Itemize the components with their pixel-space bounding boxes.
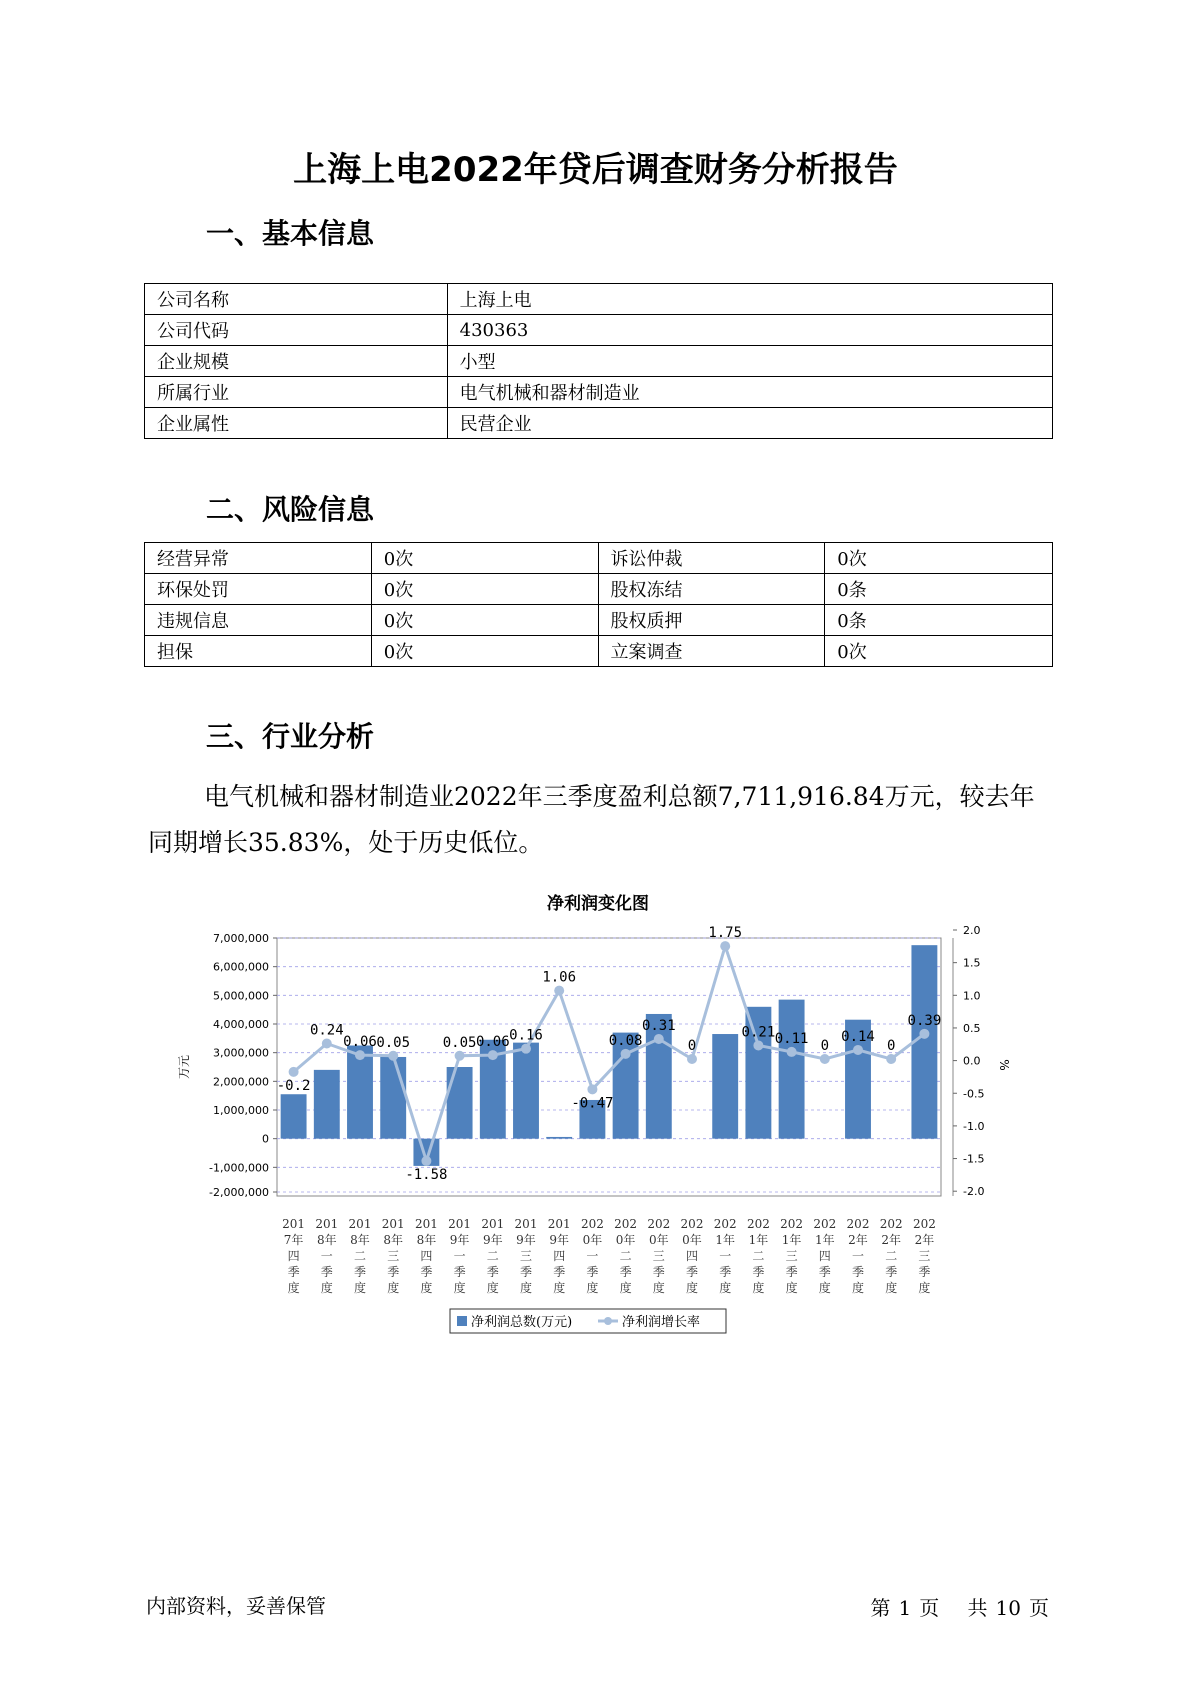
- growth-point: [554, 986, 564, 996]
- x-tick-label: 0年: [615, 1233, 636, 1247]
- x-tick-label: 度: [885, 1281, 898, 1295]
- growth-data-label: 0.11: [774, 1030, 809, 1047]
- risk-info-row: [145, 636, 1053, 667]
- x-tick-label: 度: [785, 1281, 798, 1295]
- x-tick-label: 8年: [416, 1233, 437, 1247]
- x-tick-label: 2年: [914, 1233, 935, 1247]
- x-tick-label: 三: [652, 1249, 665, 1263]
- legend-bar-label: 净利润总数(万元): [471, 1315, 573, 1330]
- x-tick-label: 1年: [781, 1233, 802, 1247]
- basic-info-value: 430363: [447, 315, 1052, 346]
- x-tick-label: 四: [553, 1249, 566, 1263]
- x-tick-label: 0年: [648, 1233, 669, 1247]
- x-tick-label: 8年: [350, 1233, 370, 1247]
- x-tick-label: 201: [348, 1217, 372, 1231]
- y-left-axis-label: 万元: [177, 1054, 191, 1080]
- growth-point: [355, 1050, 365, 1060]
- x-tick-label: 三: [387, 1249, 400, 1263]
- y-left-tick-label: 7,000,000: [213, 932, 269, 945]
- net-profit-chart: [168, 885, 1018, 1345]
- x-tick-label: 202: [680, 1217, 704, 1231]
- x-tick-label: 一: [851, 1249, 865, 1263]
- y-right-tick-label: 0.0: [963, 1054, 981, 1068]
- x-tick-label: 四: [287, 1249, 300, 1263]
- x-tick-label: 201: [381, 1217, 405, 1231]
- risk-info-label: 违规信息: [145, 605, 372, 636]
- x-tick-label: 季: [586, 1265, 599, 1279]
- growth-data-label: 0.06: [475, 1034, 510, 1051]
- basic-info-row: [145, 377, 1053, 408]
- growth-point: [388, 1051, 398, 1061]
- x-tick-label: 202: [614, 1217, 638, 1231]
- basic-info-row: [145, 408, 1053, 439]
- growth-point: [322, 1039, 332, 1049]
- risk-info-table: [144, 542, 1053, 667]
- section-heading-risk: 二、风险信息: [206, 493, 375, 526]
- risk-info-label: 经营异常: [145, 543, 372, 574]
- risk-info-label: 股权冻结: [598, 574, 825, 605]
- x-tick-label: 8年: [316, 1233, 337, 1247]
- x-tick-label: 202: [647, 1217, 671, 1231]
- x-tick-label: 度: [453, 1281, 466, 1295]
- x-tick-label: 201: [547, 1217, 571, 1231]
- bar: [513, 1043, 539, 1139]
- basic-info-label: 公司名称: [145, 284, 448, 315]
- x-tick-label: 202: [713, 1217, 737, 1231]
- basic-info-row: [145, 284, 1053, 315]
- x-tick-label: 季: [652, 1265, 665, 1279]
- growth-point: [787, 1047, 797, 1057]
- growth-point: [853, 1045, 863, 1055]
- growth-data-label: 0.05: [376, 1034, 411, 1051]
- basic-info-value: 电气机械和器材制造业: [447, 377, 1052, 408]
- y-left-tick-label: 0: [262, 1132, 269, 1146]
- growth-point: [753, 1040, 763, 1050]
- bar: [281, 1094, 307, 1138]
- x-tick-label: 度: [851, 1281, 865, 1295]
- risk-info-value: 0次: [371, 636, 598, 667]
- growth-data-label: 1.75: [708, 925, 743, 942]
- y-left-tick-label: -1,000,000: [209, 1161, 269, 1175]
- plot-frame: [277, 938, 941, 1196]
- legend-bar-swatch: [457, 1316, 467, 1326]
- basic-info-label: 所属行业: [145, 377, 448, 408]
- footer-confidential: 内部资料，妥善保管: [146, 1594, 326, 1618]
- x-tick-label: 二: [885, 1249, 898, 1263]
- x-tick-label: 三: [918, 1249, 931, 1263]
- x-tick-label: 度: [519, 1281, 533, 1295]
- x-tick-label: 202: [813, 1217, 837, 1231]
- growth-data-label: 0: [886, 1038, 896, 1054]
- x-tick-label: 一: [320, 1249, 333, 1263]
- report-title: 上海上电2022年贷后调查财务分析报告: [293, 150, 898, 190]
- x-tick-label: 1年: [715, 1233, 736, 1247]
- section-heading-industry: 三、行业分析: [206, 720, 375, 753]
- bar: [546, 1137, 572, 1139]
- x-tick-label: 1年: [748, 1233, 769, 1247]
- growth-data-label: -1.58: [405, 1166, 448, 1183]
- x-tick-label: 度: [287, 1281, 300, 1295]
- x-tick-label: 度: [619, 1281, 632, 1295]
- y-left-tick-label: 5,000,000: [213, 989, 269, 1003]
- industry-paragraph: 电气机械和器材制造业2022年三季度盈利总额7,711,916.84万元，较去年同期增长35.83%，处于历史低位。: [148, 782, 1035, 857]
- growth-data-label: 0: [687, 1038, 697, 1054]
- x-tick-label: 三: [519, 1249, 533, 1263]
- x-tick-label: 二: [486, 1249, 499, 1263]
- x-tick-label: 一: [453, 1249, 466, 1263]
- x-tick-label: 季: [752, 1265, 765, 1279]
- growth-point: [820, 1054, 830, 1064]
- x-tick-label: 季: [719, 1265, 732, 1279]
- y-right-tick-label: -1.0: [963, 1119, 985, 1133]
- y-left-tick-label: 2,000,000: [213, 1075, 269, 1089]
- risk-info-value: 0次: [825, 543, 1053, 574]
- basic-info-value: 小型: [447, 346, 1052, 377]
- growth-point: [421, 1156, 431, 1166]
- y-right-axis-label: %: [997, 1059, 1011, 1071]
- x-tick-label: 201: [282, 1217, 306, 1231]
- growth-data-label: 0.31: [641, 1018, 676, 1035]
- basic-info-label: 企业规模: [145, 346, 448, 377]
- y-right-tick-label: 1.5: [963, 956, 981, 970]
- x-tick-label: 202: [780, 1217, 804, 1231]
- y-right-tick-label: 1.0: [963, 989, 981, 1003]
- x-tick-label: 9年: [449, 1233, 470, 1247]
- risk-info-label: 立案调查: [598, 636, 825, 667]
- growth-data-label: 0.16: [509, 1027, 543, 1044]
- y-left-tick-label: 1,000,000: [213, 1104, 269, 1117]
- y-right-tick-label: -0.5: [963, 1087, 985, 1101]
- x-tick-label: 季: [453, 1265, 466, 1279]
- growth-data-label: 0.06: [343, 1034, 377, 1051]
- x-tick-label: 9年: [549, 1233, 570, 1247]
- growth-data-label: -0.2: [276, 1077, 311, 1094]
- basic-info-row: [145, 315, 1053, 346]
- x-tick-label: 季: [553, 1265, 566, 1279]
- growth-point: [455, 1051, 465, 1061]
- risk-info-label: 环保处罚: [145, 574, 372, 605]
- risk-info-value: 0次: [371, 574, 598, 605]
- x-tick-label: 四: [818, 1249, 831, 1263]
- x-tick-label: 二: [619, 1249, 632, 1263]
- x-tick-label: 201: [481, 1217, 505, 1231]
- x-tick-label: 四: [420, 1249, 433, 1263]
- growth-point: [654, 1034, 664, 1044]
- y-left-tick-label: 4,000,000: [213, 1018, 269, 1031]
- x-tick-label: 0年: [582, 1233, 603, 1247]
- x-tick-label: 季: [918, 1265, 931, 1279]
- x-tick-label: 202: [746, 1217, 770, 1231]
- x-tick-label: 度: [320, 1281, 333, 1295]
- bar: [712, 1034, 738, 1139]
- growth-data-label: 0.39: [907, 1012, 942, 1029]
- x-tick-label: 季: [287, 1265, 300, 1279]
- bar: [380, 1057, 406, 1139]
- x-tick-label: 度: [918, 1281, 931, 1295]
- x-tick-label: 度: [719, 1281, 732, 1295]
- growth-point: [886, 1054, 896, 1064]
- x-tick-label: 季: [387, 1265, 400, 1279]
- y-left-tick-label: 6,000,000: [213, 960, 269, 974]
- x-tick-label: 2年: [848, 1233, 868, 1247]
- bar: [779, 1000, 805, 1139]
- x-tick-label: 一: [586, 1249, 599, 1263]
- x-tick-label: 度: [486, 1281, 499, 1295]
- x-tick-label: 二: [353, 1249, 367, 1263]
- x-tick-label: 度: [553, 1281, 566, 1295]
- risk-info-value: 0条: [825, 605, 1053, 636]
- x-tick-label: 四: [685, 1249, 699, 1263]
- growth-point: [521, 1044, 531, 1054]
- x-tick-label: 二: [752, 1249, 765, 1263]
- x-tick-label: 7年: [283, 1233, 304, 1247]
- risk-info-value: 0次: [825, 636, 1053, 667]
- x-tick-label: 季: [851, 1265, 865, 1279]
- x-tick-label: 9年: [482, 1233, 503, 1247]
- x-tick-label: 三: [785, 1249, 798, 1263]
- growth-data-label: 0.21: [741, 1024, 776, 1041]
- x-tick-label: 季: [353, 1265, 367, 1279]
- risk-info-label: 股权质押: [598, 605, 825, 636]
- legend-line-label: 净利润增长率: [622, 1315, 701, 1330]
- x-tick-label: 度: [353, 1281, 367, 1295]
- x-tick-label: 度: [652, 1281, 665, 1295]
- growth-data-label: 1.06: [542, 969, 577, 986]
- x-tick-label: 季: [785, 1265, 798, 1279]
- y-left-tick-label: -2,000,000: [209, 1186, 269, 1199]
- y-right-tick-label: 2.0: [963, 924, 981, 937]
- x-tick-label: 202: [912, 1217, 936, 1231]
- section-heading-basic: 一、基本信息: [206, 217, 375, 250]
- x-tick-label: 一: [719, 1249, 732, 1263]
- x-tick-label: 202: [879, 1217, 903, 1231]
- y-right-tick-label: -1.5: [963, 1152, 985, 1166]
- x-tick-label: 季: [619, 1265, 632, 1279]
- growth-data-label: 0: [820, 1038, 830, 1054]
- x-tick-label: 度: [420, 1281, 433, 1295]
- basic-info-table: [144, 283, 1053, 439]
- growth-point: [621, 1049, 631, 1059]
- footer-page-number: 第 1 页 共 10 页: [870, 1596, 1049, 1620]
- risk-info-label: 担保: [145, 636, 372, 667]
- basic-info-value: 上海上电: [447, 284, 1052, 315]
- x-tick-label: 201: [448, 1217, 472, 1231]
- x-tick-label: 度: [586, 1281, 599, 1295]
- x-tick-label: 8年: [383, 1233, 404, 1247]
- x-tick-label: 度: [818, 1281, 831, 1295]
- x-tick-label: 季: [885, 1265, 898, 1279]
- risk-info-row: [145, 543, 1053, 574]
- x-tick-label: 202: [580, 1217, 604, 1231]
- x-tick-label: 季: [486, 1265, 499, 1279]
- risk-info-label: 诉讼仲裁: [598, 543, 825, 574]
- bar: [314, 1070, 340, 1139]
- x-tick-label: 201: [315, 1217, 339, 1231]
- basic-info-value: 民营企业: [447, 408, 1052, 439]
- x-tick-label: 季: [420, 1265, 433, 1279]
- basic-info-label: 企业属性: [145, 408, 448, 439]
- x-tick-label: 9年: [516, 1233, 536, 1247]
- basic-info-row: [145, 346, 1053, 377]
- growth-data-label: -0.47: [571, 1095, 614, 1112]
- x-tick-label: 0年: [682, 1233, 702, 1247]
- chart-title: 净利润变化图: [547, 894, 649, 914]
- basic-info-label: 公司代码: [145, 315, 448, 346]
- growth-point: [687, 1054, 697, 1064]
- x-tick-label: 季: [320, 1265, 333, 1279]
- bar: [447, 1067, 473, 1139]
- growth-data-label: 0.14: [841, 1028, 875, 1045]
- risk-info-row: [145, 574, 1053, 605]
- growth-point: [587, 1084, 597, 1094]
- x-tick-label: 2年: [881, 1233, 902, 1247]
- x-tick-label: 季: [685, 1265, 699, 1279]
- growth-data-label: 0.08: [608, 1032, 643, 1049]
- growth-point: [720, 941, 730, 951]
- risk-info-value: 0次: [371, 543, 598, 574]
- x-tick-label: 度: [685, 1281, 699, 1295]
- legend-line-marker: [604, 1317, 612, 1325]
- risk-info-row: [145, 605, 1053, 636]
- y-left-tick-label: 3,000,000: [213, 1046, 269, 1060]
- x-tick-label: 201: [514, 1217, 538, 1231]
- risk-info-value: 0次: [371, 605, 598, 636]
- growth-point: [289, 1067, 299, 1077]
- risk-info-value: 0条: [825, 574, 1053, 605]
- y-right-tick-label: 0.5: [963, 1021, 981, 1035]
- growth-point: [919, 1029, 929, 1039]
- x-tick-label: 季: [519, 1265, 533, 1279]
- x-tick-label: 202: [846, 1217, 870, 1231]
- growth-data-label: 0.24: [309, 1022, 344, 1039]
- y-right-tick-label: -2.0: [963, 1185, 985, 1199]
- x-tick-label: 度: [752, 1281, 765, 1295]
- growth-point: [488, 1050, 498, 1060]
- x-tick-label: 1年: [814, 1233, 835, 1247]
- x-tick-label: 季: [818, 1265, 831, 1279]
- x-tick-label: 201: [414, 1217, 438, 1231]
- growth-data-label: 0.05: [442, 1034, 477, 1051]
- x-tick-label: 度: [387, 1281, 400, 1295]
